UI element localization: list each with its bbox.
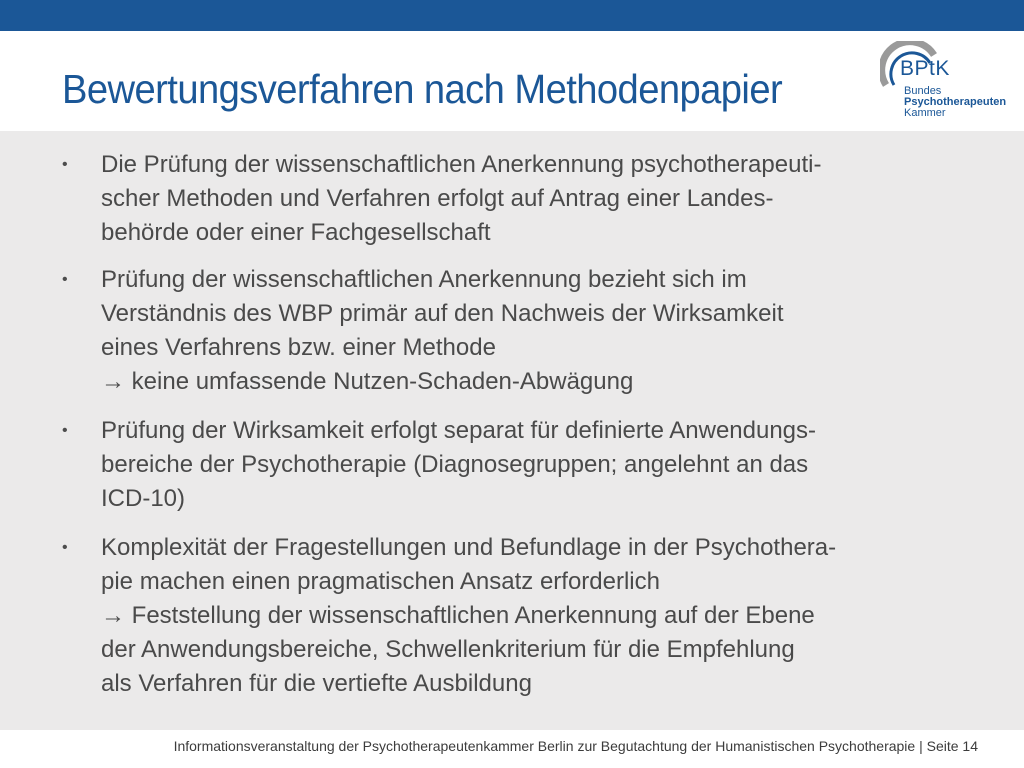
bullet-text: Prüfung der wissenschaftlichen Anerkennung bezieht sich im Verständnis des WBP primär auf den Nachweis der Wirksamkeit eines Verfahrens bzw. einer Methode → keine umfassende Nutzen-Schaden-Abwägung (101, 266, 784, 395)
bullet-marker: • (62, 422, 68, 439)
top-banner (0, 0, 1024, 31)
slide-footer (0, 730, 1024, 768)
bullet-text: Prüfung der Wirksamkeit erfolgt separat für definierte Anwendungs- bereiche der Psychotherapie (Diagnosegruppen; angelehnt an das ICD-10) (101, 417, 817, 512)
content-area (0, 131, 1024, 730)
logo-line-2: Psychotherapeuten (904, 96, 1007, 108)
footer-text: Informationsveranstaltung der Psychotherapeutenkammer Berlin zur Begutachtung der Humanistischen Psychotherapie | Seite 14 (173, 738, 978, 754)
bullet-text: Die Prüfung der wissenschaftlichen Anerkennung psychotherapeuti- scher Methoden und Verfahren erfolgt auf Antrag einer Landes- behörde oder einer Fachgesellschaft (101, 151, 822, 246)
bullet-marker: • (62, 156, 68, 173)
slide-title: Bewertungsverfahren nach Methodenpapier (62, 66, 783, 112)
bptk-logo (880, 41, 1010, 123)
logo-line-3: Kammer (904, 107, 946, 119)
bullet-text: Komplexität der Fragestellungen und Befundlage in der Psychothera- pie machen einen pragmatischen Ansatz erforderlich → Feststellung der wissenschaftlichen Anerkennung auf der Ebene der Anwendungsbereiche, Schwellenkriterium für die Empfehlung als Verfahren für die vertiefte Ausbildung (101, 534, 837, 697)
logo-line-1: Bundes (904, 85, 942, 97)
bullet-marker: • (62, 271, 68, 288)
logo-abbreviation: BPtK (900, 57, 950, 80)
bullet-marker: • (62, 539, 68, 556)
